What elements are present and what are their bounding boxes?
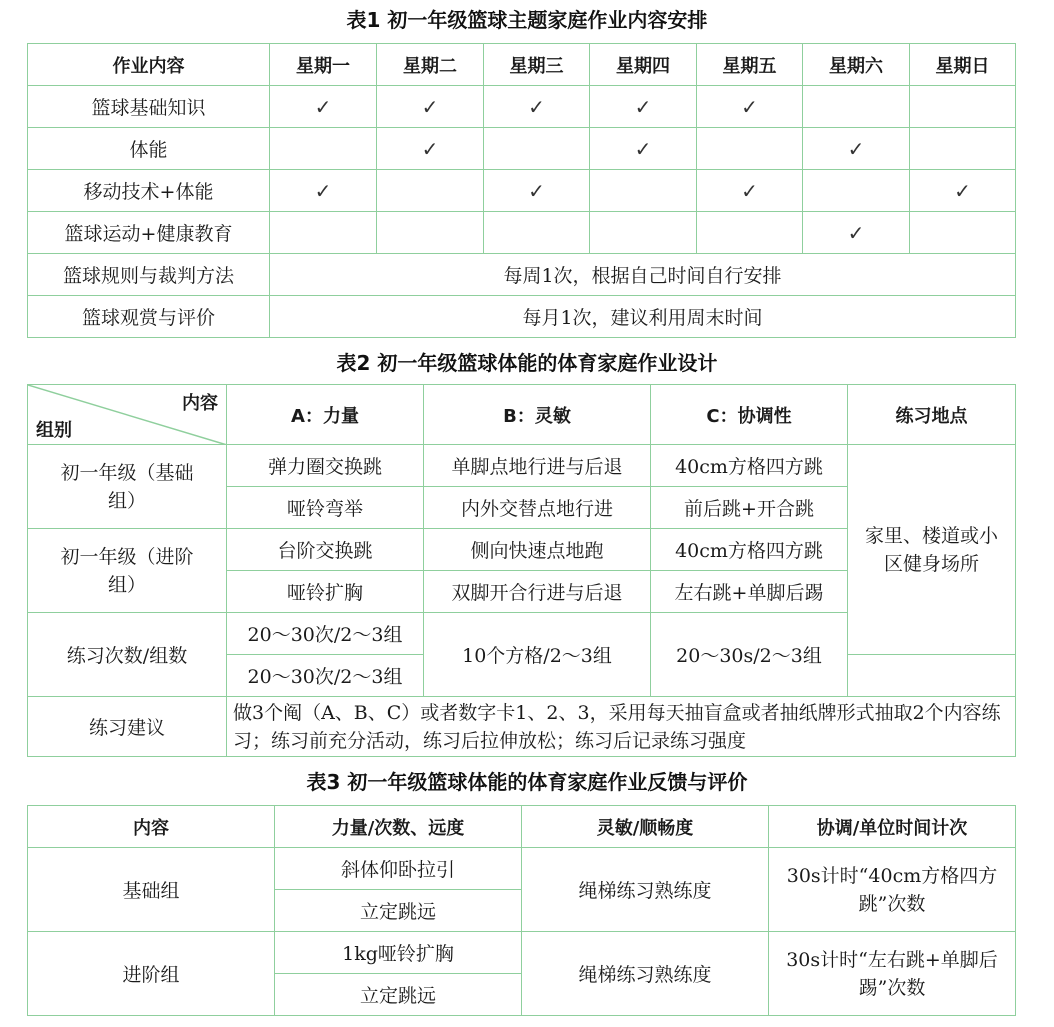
- exercise-cell: 前后跳+开合跳: [651, 487, 848, 529]
- day-cell: [377, 170, 484, 212]
- exercise-cell: 单脚点地行进与后退: [424, 445, 651, 487]
- day-cell: [270, 128, 377, 170]
- location-continuation: [848, 655, 1016, 697]
- reps-cell: 20～30次/2～3组: [227, 613, 424, 655]
- exercise-cell: 弹力圈交换跳: [227, 445, 424, 487]
- day-cell: [910, 128, 1016, 170]
- advice-text: 做3个阄（A、B、C）或者数字卡1、2、3，采用每天抽盲盒或者抽纸牌形式抽取2个内容练习；练习前充分活动，练习后拉伸放松；练习后记录练习强度: [227, 697, 1016, 757]
- table3-header-cell: 内容: [28, 806, 275, 848]
- day-cell: [590, 212, 697, 254]
- table-row: [28, 932, 1016, 974]
- table-row: [28, 848, 1016, 890]
- table3-header-row: [28, 806, 1016, 848]
- day-cell: [590, 86, 697, 128]
- exercise-cell: 左右跳+单脚后踢: [651, 571, 848, 613]
- table1-header-cell: 星期四: [590, 44, 697, 86]
- table1: [27, 43, 1016, 338]
- table1-header-cell: 星期一: [270, 44, 377, 86]
- corner-group-label: 组别: [36, 420, 72, 441]
- check-mark-icon: ✓: [847, 220, 865, 245]
- table1-text-row: [28, 296, 1016, 338]
- schedule-note: 每周1次，根据自己时间自行安排: [270, 254, 1016, 296]
- day-cell: [910, 86, 1016, 128]
- table2-header-cell: 练习地点: [848, 385, 1016, 445]
- group-label: 初一年级（进阶组）: [28, 529, 227, 613]
- table3-header-cell: 协调/单位时间计次: [769, 806, 1016, 848]
- table3-header-cell: 力量/次数、远度: [275, 806, 522, 848]
- strength-cell: 立定跳远: [275, 890, 522, 932]
- day-cell: [697, 86, 803, 128]
- exercise-cell: 40cm方格四方跳: [651, 445, 848, 487]
- table-row: [28, 128, 1016, 170]
- day-cell: [484, 128, 590, 170]
- group-label: 初一年级（基础组）: [28, 445, 227, 529]
- day-cell: [484, 86, 590, 128]
- table2-header-row: [28, 385, 1016, 445]
- day-cell: [590, 128, 697, 170]
- table2: [27, 384, 1016, 757]
- table1-header-cell: 星期二: [377, 44, 484, 86]
- table3-caption: 表3 初一年级篮球体能的体育家庭作业反馈与评价: [306, 770, 748, 794]
- check-mark-icon: ✓: [634, 94, 652, 119]
- day-cell: [697, 212, 803, 254]
- table-row: [28, 445, 1016, 487]
- day-cell: [803, 170, 910, 212]
- table1-text-row: [28, 254, 1016, 296]
- table-row: [28, 86, 1016, 128]
- day-cell: [484, 212, 590, 254]
- check-mark-icon: ✓: [741, 94, 758, 119]
- check-mark-icon: ✓: [528, 178, 545, 203]
- table1-header-cell: 星期六: [803, 44, 910, 86]
- check-mark-icon: ✓: [954, 178, 971, 203]
- table2-header-cell: C：协调性: [651, 385, 848, 445]
- day-cell: [484, 170, 590, 212]
- diagonal-header-cell: [28, 385, 227, 445]
- table1-header-cell: 星期五: [697, 44, 803, 86]
- reps-label: 练习次数/组数: [28, 613, 227, 697]
- row-label: 移动技术+体能: [28, 170, 270, 212]
- exercise-cell: 哑铃扩胸: [227, 571, 424, 613]
- reps-cell: 20～30次/2～3组: [227, 655, 424, 697]
- day-cell: [697, 128, 803, 170]
- row-label: 篮球基础知识: [28, 86, 270, 128]
- table-row: [28, 212, 1016, 254]
- table-row: [28, 170, 1016, 212]
- table1-header-row: [28, 44, 1016, 86]
- reps-cell: 10个方格/2～3组: [424, 613, 651, 697]
- exercise-cell: 内外交替点地行进: [424, 487, 651, 529]
- table1-header-cell: 星期日: [910, 44, 1016, 86]
- table1-caption: 表1 初一年级篮球主题家庭作业内容安排: [346, 8, 708, 32]
- practice-location: 家里、楼道或小区健身场所: [848, 445, 1016, 655]
- day-cell: [803, 212, 910, 254]
- agility-cell: 绳梯练习熟练度: [522, 932, 769, 1016]
- check-mark-icon: ✓: [421, 136, 439, 161]
- exercise-cell: 40cm方格四方跳: [651, 529, 848, 571]
- day-cell: [377, 128, 484, 170]
- day-cell: [910, 212, 1016, 254]
- exercise-cell: 哑铃弯举: [227, 487, 424, 529]
- check-mark-icon: ✓: [634, 136, 652, 161]
- row-label: 篮球观赏与评价: [28, 296, 270, 338]
- table1-header-cell: 星期三: [484, 44, 590, 86]
- table-row: [28, 697, 1016, 757]
- day-cell: [270, 170, 377, 212]
- check-mark-icon: ✓: [847, 136, 865, 161]
- table2-header-cell: B：灵敏: [424, 385, 651, 445]
- row-label: 篮球规则与裁判方法: [28, 254, 270, 296]
- exercise-cell: 侧向快速点地跑: [424, 529, 651, 571]
- corner-content-label: 内容: [182, 393, 218, 414]
- check-mark-icon: ✓: [741, 178, 758, 203]
- check-mark-icon: ✓: [528, 94, 545, 119]
- table3: [27, 805, 1016, 1016]
- day-cell: [377, 86, 484, 128]
- coordination-cell: 30s计时“40cm方格四方跳”次数: [769, 848, 1016, 932]
- advice-label: 练习建议: [28, 697, 227, 757]
- day-cell: [270, 212, 377, 254]
- table3-header-cell: 灵敏/顺畅度: [522, 806, 769, 848]
- check-mark-icon: ✓: [421, 94, 439, 119]
- coordination-cell: 30s计时“左右跳+单脚后踢”次数: [769, 932, 1016, 1016]
- agility-cell: 绳梯练习熟练度: [522, 848, 769, 932]
- table2-header-cell: A：力量: [227, 385, 424, 445]
- row-label: 体能: [28, 128, 270, 170]
- day-cell: [803, 86, 910, 128]
- day-cell: [803, 128, 910, 170]
- table2-caption: 表2 初一年级篮球体能的体育家庭作业设计: [336, 351, 718, 375]
- row-label: 篮球运动+健康教育: [28, 212, 270, 254]
- day-cell: [590, 170, 697, 212]
- schedule-note: 每月1次，建议利用周末时间: [270, 296, 1016, 338]
- group-label: 基础组: [28, 848, 275, 932]
- day-cell: [910, 170, 1016, 212]
- strength-cell: 立定跳远: [275, 974, 522, 1016]
- check-mark-icon: ✓: [314, 178, 332, 203]
- exercise-cell: 双脚开合行进与后退: [424, 571, 651, 613]
- table1-header-cell: 作业内容: [28, 44, 270, 86]
- day-cell: [697, 170, 803, 212]
- strength-cell: 斜体仰卧拉引: [275, 848, 522, 890]
- day-cell: [270, 86, 377, 128]
- group-label: 进阶组: [28, 932, 275, 1016]
- check-mark-icon: ✓: [314, 94, 332, 119]
- day-cell: [377, 212, 484, 254]
- reps-cell: 20～30s/2～3组: [651, 613, 848, 697]
- exercise-cell: 台阶交换跳: [227, 529, 424, 571]
- strength-cell: 1kg哑铃扩胸: [275, 932, 522, 974]
